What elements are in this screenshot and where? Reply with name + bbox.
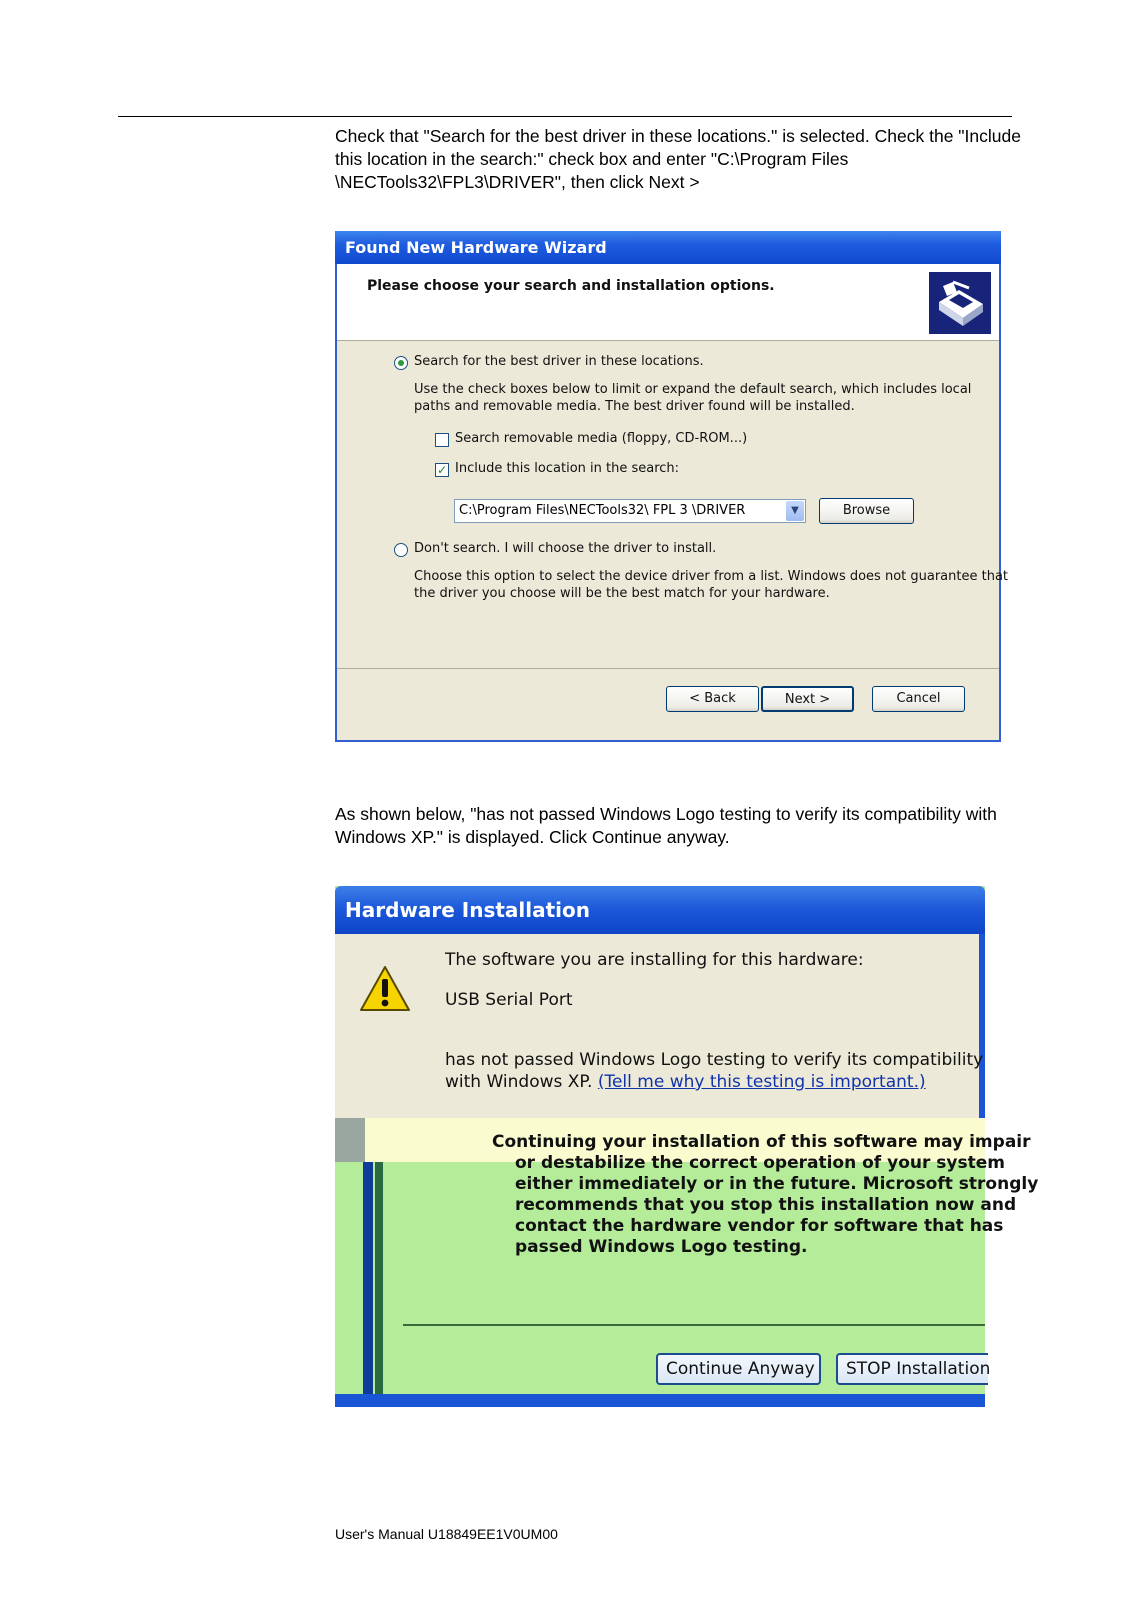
include-location-checkbox[interactable]: ✓ <box>436 463 448 477</box>
dont-search-description-line-1: Choose this option to select the device driver from a list. Windows does not guarantee that <box>414 569 1009 584</box>
wizard-separator <box>337 668 999 669</box>
cancel-button[interactable]: Cancel <box>872 686 965 712</box>
tell-me-why-link[interactable]: (Tell me why this testing is important.) <box>597 1072 926 1092</box>
windows-xp-line <box>445 1072 926 1092</box>
back-button[interactable]: < Back <box>666 686 759 712</box>
search-description-line-1: Use the check boxes below to limit or expand the default search, which includes local <box>414 382 972 397</box>
wizard-title: Found New Hardware Wizard <box>345 238 607 257</box>
warning-line-2: or destabilize the correct operation of your system <box>515 1153 1005 1173</box>
chevron-down-icon[interactable]: ▼ <box>786 501 804 521</box>
search-best-driver-label: Search for the best driver in these locations. <box>414 354 704 369</box>
wizard-heading: Please choose your search and installation options. <box>367 278 775 294</box>
include-location-label: Include this location in the search: <box>455 461 680 476</box>
dialog-separator <box>403 1324 985 1326</box>
search-removable-media-label: Search removable media (floppy, CD-ROM...) <box>455 431 748 446</box>
device-name: USB Serial Port <box>445 990 573 1010</box>
warning-line-5: contact the hardware vendor for software that has <box>515 1216 1004 1236</box>
search-description-line-2: paths and removable media. The best driver found will be installed. <box>414 399 855 414</box>
hardware-wizard-icon <box>929 272 991 334</box>
instruction-step-1: Check that "Search for the best driver in these locations." is selected. Check the "Include this location in the search:" check box and enter "C:\Program Files \NECTools32\FPL3\DRIVER", then click Next > <box>335 126 1021 192</box>
search-removable-media-checkbox[interactable] <box>435 433 449 447</box>
windows-xp-text: with Windows XP. <box>445 1072 593 1092</box>
instruction-step-2: As shown below, "has not passed Windows Logo testing to verify its compatibility with Windows XP." is displayed. Click Continue anyway. <box>335 804 997 847</box>
dont-search-radio[interactable] <box>394 543 408 557</box>
hardware-title: Hardware Installation <box>345 898 591 922</box>
warning-line-4: recommends that you stop this installation now and <box>515 1195 1017 1215</box>
footer-manual-id: User's Manual U18849EE1V0UM00 <box>335 1526 558 1542</box>
wizard-header <box>337 264 999 341</box>
header-rule <box>118 116 1012 117</box>
stability-warning <box>492 1132 1039 1258</box>
browse-button[interactable]: Browse <box>819 498 914 524</box>
continue-anyway-button[interactable]: Continue Anyway <box>656 1353 821 1385</box>
left-edge-blue-bar <box>363 1162 373 1407</box>
warning-line-1: Continuing your installation of this software may impair <box>492 1132 1031 1152</box>
next-button[interactable]: Next > <box>761 686 854 712</box>
warning-line-6: passed Windows Logo testing. <box>515 1237 808 1257</box>
warning-line-3: either immediately or in the future. Microsoft strongly <box>515 1174 1039 1194</box>
location-value: C:\Program Files\NECTools32\ FPL 3 \DRIVER <box>459 503 746 518</box>
hardware-title-bar <box>335 886 985 934</box>
logo-testing-text: has not passed Windows Logo testing to verify its compatibility <box>445 1050 984 1070</box>
dont-search-label: Don't search. I will choose the driver to install. <box>414 541 717 556</box>
hardware-installation-dialog <box>335 886 1039 1407</box>
software-installing-text: The software you are installing for this hardware: <box>445 950 864 970</box>
window-right-border <box>979 934 985 1119</box>
search-best-driver-radio[interactable] <box>394 356 408 370</box>
dont-search-description-line-2: the driver you choose will be the best match for your hardware. <box>414 586 830 601</box>
warning-icon <box>359 964 411 1014</box>
wizard-title-bar <box>335 231 1001 264</box>
left-edge-green-bar <box>375 1162 383 1407</box>
stop-installation-button[interactable]: STOP Installation <box>836 1353 988 1385</box>
left-edge-bar <box>335 1118 365 1162</box>
found-new-hardware-wizard <box>335 231 1009 742</box>
window-bottom-border <box>335 1394 985 1407</box>
location-combobox[interactable] <box>454 499 806 523</box>
